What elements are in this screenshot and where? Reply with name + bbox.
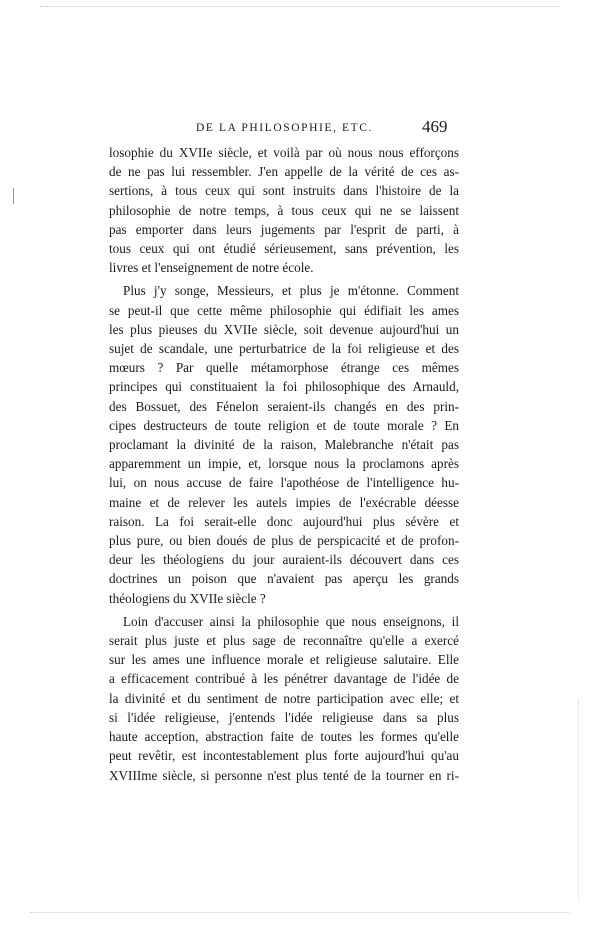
text-line: proclamant la divinité de la raison, Malebranche n'était pas [109, 437, 459, 453]
text-line: les plus pieuses du XVIIe siècle, soit devenue aujourd'hui un [109, 321, 459, 337]
paragraph [109, 143, 459, 277]
text-line: serait plus juste et plus sage de reconnaître qu'elle a exercé [109, 633, 459, 649]
text-line: philosophie de notre temps, à tous ceux qui ne se laissent [109, 202, 459, 218]
text-line: pas emporter dans leurs jugements par l'esprit de parti, à [109, 221, 459, 237]
scan-edge-bottom [30, 912, 570, 913]
text-line: Loin d'accuser ainsi la philosophie que nous enseignons, il [123, 613, 459, 629]
text-line: apparemment un impie, et, lorsque nous la proclamons après [109, 456, 459, 472]
text-line: théologiens du XVIIe siècle ? [109, 590, 266, 606]
text-line: principes qui constituaient la foi philosophique des Arnauld, [109, 379, 459, 395]
text-line: doctrines un poison que n'avaient pas aperçu les grands [109, 571, 459, 587]
margin-mark [13, 188, 14, 204]
running-title: DE LA PHILOSOPHIE, ETC. [196, 122, 374, 134]
body-text [109, 143, 459, 785]
text-line: tous ceux qui ont étudié sérieusement, sans prévention, les [109, 241, 459, 257]
text-line: a efficacement contribué à les pénétrer davantage de l'idée de [109, 671, 459, 687]
text-line: raison. La foi serait-elle donc aujourd'hui plus sévère et [109, 513, 459, 529]
text-line: de ne pas lui ressembler. J'en appelle de la vérité de ces as- [109, 164, 459, 180]
text-line: sur les ames une influence morale et religieuse salutaire. Elle [109, 652, 459, 668]
text-line: sujet de scandale, une perturbatrice de la foi religieuse et des [109, 341, 459, 357]
text-line: livres et l'enseignement de notre école. [109, 260, 314, 276]
text-line: cipes destructeurs de toute religion et de toute morale ? En [109, 417, 459, 433]
text-line: mœurs ? Par quelle métamorphose étrange ces mêmes [109, 360, 459, 376]
text-line: si l'idée religieuse, j'entends l'idée religieuse dans sa plus [109, 709, 459, 725]
text-line: deur les théologiens du jour auraient-ils découvert dans ces [109, 552, 459, 568]
text-line: maine et de relever les autels impies de l'exécrable déesse [109, 494, 459, 510]
text-line: losophie du XVIIe siècle, et voilà par où nous nous efforçons [109, 145, 459, 160]
page-number: 469 [422, 117, 448, 136]
text-line: sertions, à tous ceux qui sont instruits dans l'histoire de la [109, 183, 459, 199]
text-line: haute acception, abstraction faite de toutes les formes qu'elle [109, 729, 459, 745]
text-line: lui, on nous accuse de faire l'apothéose de l'intelligence hu- [109, 475, 459, 491]
paragraph [109, 281, 459, 607]
text-line: des Bossuet, des Fénelon seraient-ils changés en des prin- [109, 398, 459, 414]
text-line: se peut-il que cette même philosophie qui édifiait les ames [109, 302, 459, 318]
text-line: Plus j'y songe, Messieurs, et plus je m'étonne. Comment [123, 283, 459, 299]
text-line: XVIIIme siècle, si personne n'est plus tenté de la tourner en ri- [109, 767, 459, 783]
text-line: peut revêtir, est incontestablement plus forte aujourd'hui qu'au [109, 748, 459, 764]
text-line: plus pure, ou bien doués de plus de perspicacité et de profon- [109, 533, 459, 549]
paragraph [109, 612, 459, 785]
scan-edge-top [40, 6, 560, 7]
scan-edge-right [578, 700, 579, 900]
text-line: la divinité et du sentiment de notre participation avec elle; et [109, 690, 459, 706]
